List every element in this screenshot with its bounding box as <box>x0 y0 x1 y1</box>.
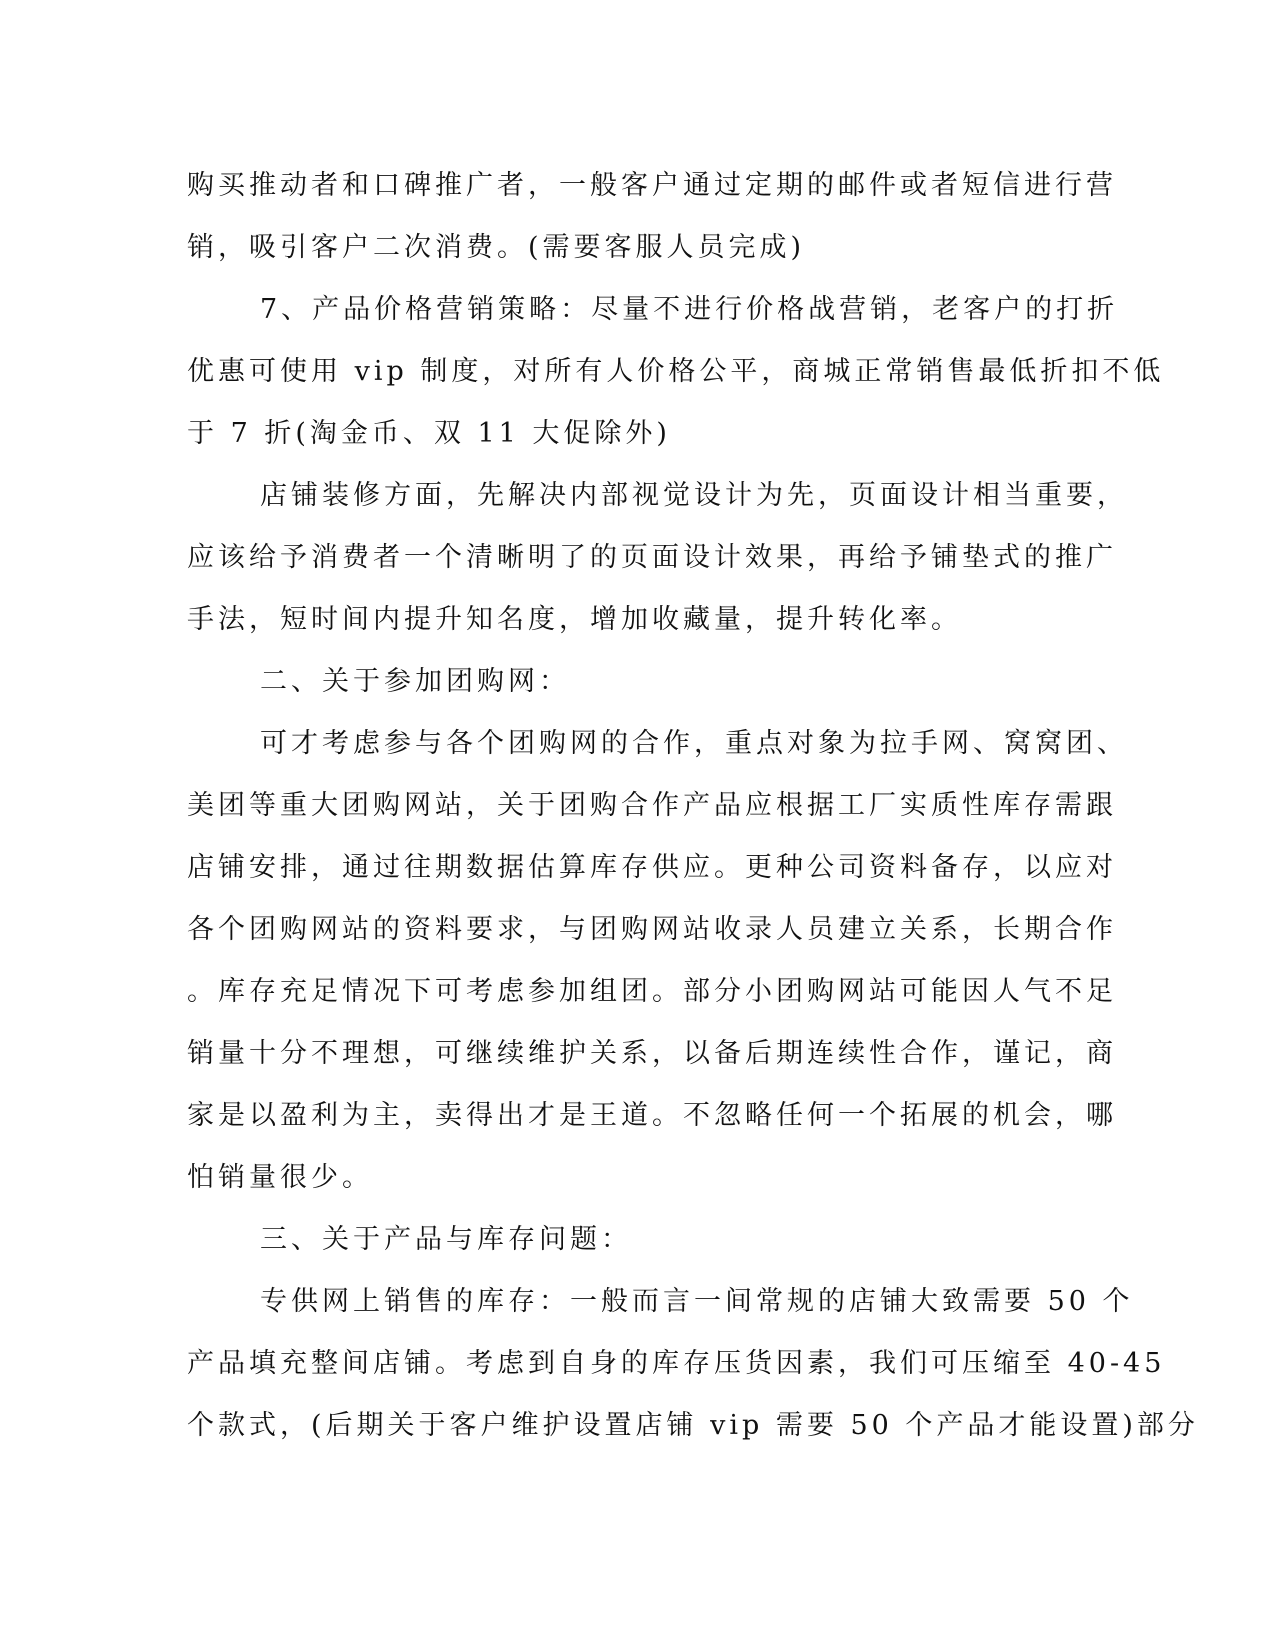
text-line: 手法，短时间内提升知名度，增加收藏量，提升转化率。 <box>187 604 962 635</box>
text-line: 应该给予消费者一个清晰明了的页面设计效果，再给予铺垫式的推广 <box>187 542 1117 573</box>
paragraph-start-line: 7、产品价格营销策略：尽量不进行价格战营销，老客户的打折 <box>260 294 1119 325</box>
paragraph-start-line: 专供网上销售的库存：一般而言一间常规的店铺大致需要 50 个 <box>260 1286 1134 1317</box>
section-heading: 二、关于参加团购网： <box>260 666 570 697</box>
text-line: 个款式，(后期关于客户维护设置店铺 vip 需要 50 个产品才能设置)部分 <box>187 1410 1199 1441</box>
paragraph-start-line: 店铺装修方面，先解决内部视觉设计为先，页面设计相当重要， <box>260 480 1128 511</box>
text-line: 各个团购网站的资料要求，与团购网站收录人员建立关系，长期合作 <box>187 914 1117 945</box>
text-line: 家是以盈利为主，卖得出才是王道。不忽略任何一个拓展的机会，哪 <box>187 1100 1117 1131</box>
text-line: 优惠可使用 vip 制度，对所有人价格公平，商城正常销售最低折扣不低 <box>187 356 1165 387</box>
section-heading: 三、关于产品与库存问题： <box>260 1224 632 1255</box>
text-line: 。库存充足情况下可考虑参加组团。部分小团购网站可能因人气不足 <box>187 976 1117 1007</box>
text-line: 购买推动者和口碑推广者，一般客户通过定期的邮件或者短信进行营 <box>187 170 1117 201</box>
paragraph-start-line: 可才考虑参与各个团购网的合作，重点对象为拉手网、窝窝团、 <box>260 728 1128 759</box>
text-line: 销，吸引客户二次消费。(需要客服人员完成) <box>187 232 806 263</box>
text-line: 产品填充整间店铺。考虑到自身的库存压货因素，我们可压缩至 40-45 <box>187 1348 1166 1379</box>
text-line: 怕销量很少。 <box>187 1162 373 1193</box>
text-line: 销量十分不理想，可继续维护关系，以备后期连续性合作，谨记，商 <box>187 1038 1117 1069</box>
document-body <box>187 155 1199 1457</box>
text-line: 美团等重大团购网站，关于团购合作产品应根据工厂实质性库存需跟 <box>187 790 1117 821</box>
text-line: 店铺安排，通过往期数据估算库存供应。更种公司资料备存，以应对 <box>187 852 1117 883</box>
text-line: 于 7 折(淘金币、双 11 大促除外) <box>187 418 671 449</box>
